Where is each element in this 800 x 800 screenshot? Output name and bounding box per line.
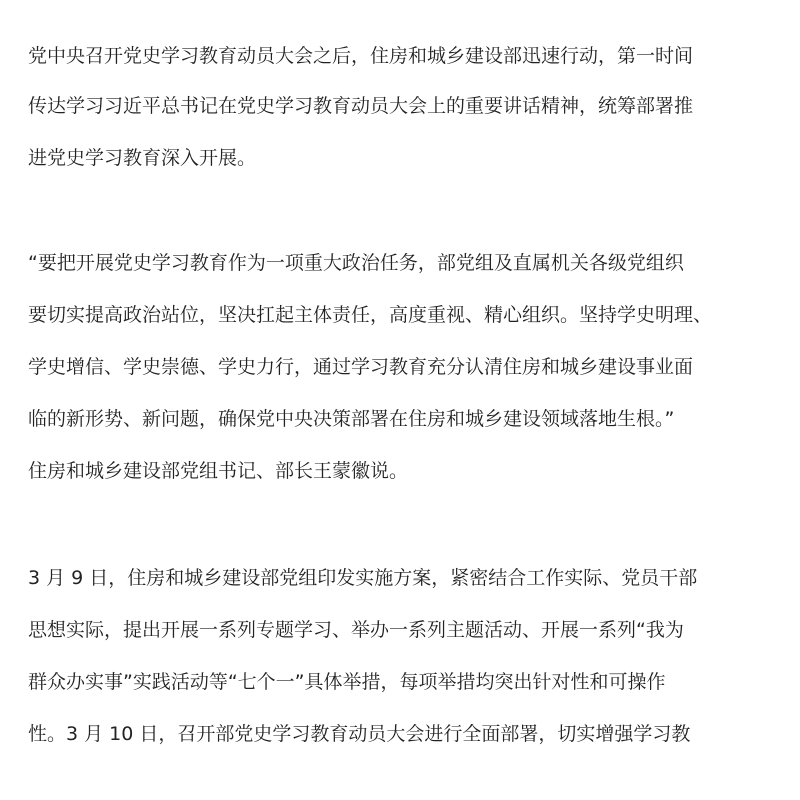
paragraph-2-line-4: 临的新形势、新问题，确保党中央决策部署在住房和城乡建设领域落地生根。”	[28, 408, 675, 430]
paragraph-1-line-2: 传达学习习近平总书记在党史学习教育动员大会上的重要讲话精神，统筹部署推	[28, 95, 694, 117]
paragraph-2-line-3: 学史增信、学史崇德、学史力行，通过学习教育充分认清住房和城乡建设事业面	[28, 356, 694, 378]
paragraph-3-line-1: 3 月 9 日，住房和城乡建设部党组印发实施方案，紧密结合工作实际、党员干部	[28, 567, 698, 589]
paragraph-3-line-3: 群众办实事”实践活动等“七个一”具体举措，每项举措均突出针对性和可操作	[28, 671, 666, 693]
paragraph-2-line-5: 住房和城乡建设部党组书记、部长王蒙徽说。	[28, 460, 409, 482]
paragraph-2-line-2: 要切实提高政治站位，坚决扛起主体责任，高度重视、精心组织。坚持学史明理、	[28, 304, 713, 326]
paragraph-1-line-1: 党中央召开党史学习教育动员大会之后，住房和城乡建设部迅速行动，第一时间	[28, 45, 694, 67]
paragraph-3-line-2: 思想实际，提出开展一系列专题学习、举办一系列主题活动、开展一系列“我为	[28, 619, 684, 641]
paragraph-2-line-1: “要把开展党史学习教育作为一项重大政治任务，部党组及直属机关各级党组织	[28, 252, 684, 274]
paragraph-3-line-4: 性。3 月 10 日，召开部党史学习教育动员大会进行全面部署，切实增强学习教	[28, 723, 691, 745]
paragraph-1-line-3: 进党史学习教育深入开展。	[28, 147, 257, 169]
